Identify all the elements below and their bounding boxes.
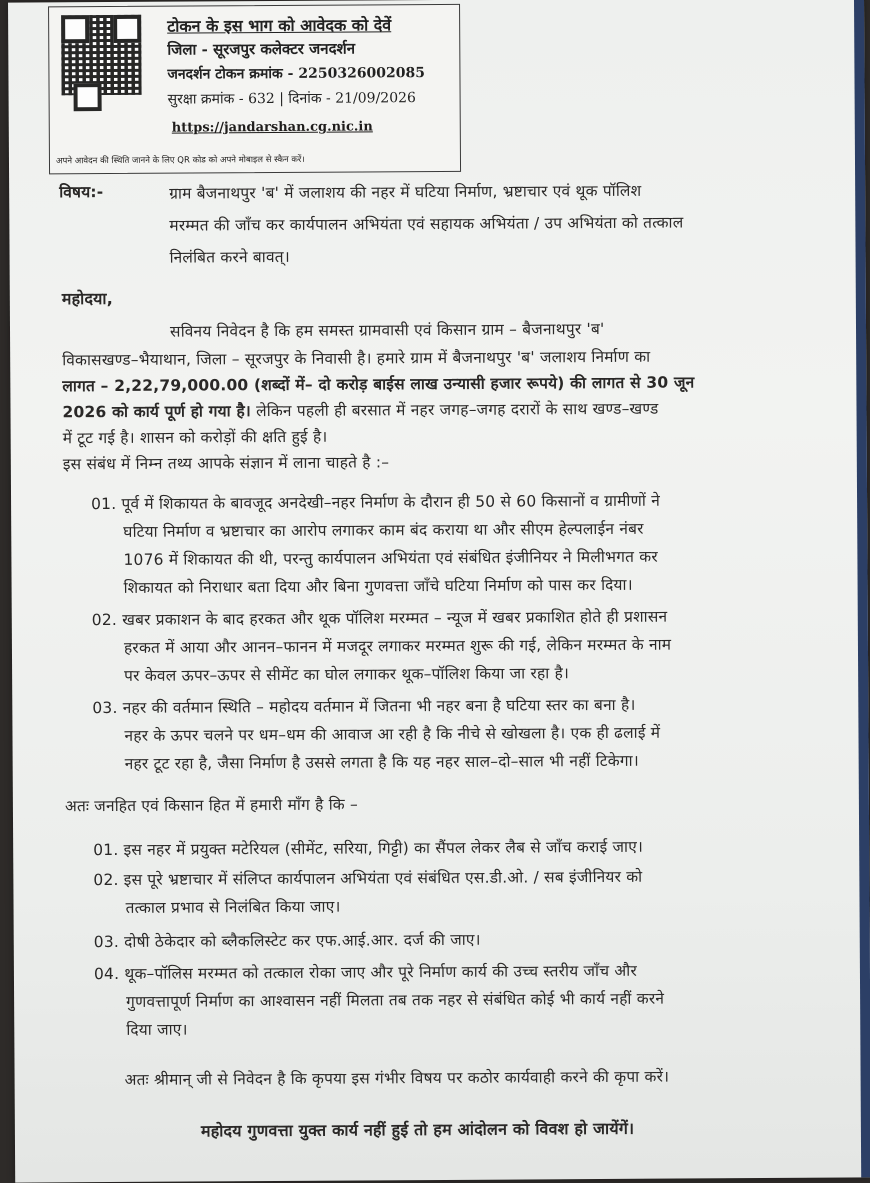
demand-4-line: गुणवत्तापूर्ण निर्माण का आश्वासन नहीं मिलता तब तक नहर से संबंधित कोई भी कार्य नहीं करने	[126, 989, 665, 1011]
demand-2-line: 02. इस पूरे भ्रष्टाचार में संलिप्त कार्यपालन अभियंता एवं संबंधित एस.डी.ओ. / सब इंजीनियर को	[93, 867, 643, 890]
intro-damage: लेकिन पहली ही बरसात में नहर जगह–जगह दरारों के साथ खण्ड–खण्ड	[250, 399, 659, 421]
intro-line: विकासखण्ड–भैयाथान, जिला – सूरजपुर के निवासी है। हमारे ग्राम में बैजनाथपुर 'ब' जलाशय निर्माण का	[62, 347, 651, 370]
request-line: अतः श्रीमान् जी से निवेदन है कि कृपया इस गंभीर विषय पर कठोर कार्यवाही करने की कृपा करें।	[124, 1067, 670, 1089]
background-edge	[854, 0, 870, 1177]
salutation: महोदया,	[61, 288, 114, 309]
token-security: सुरक्षा क्रमांक - 632 | दिनांक - 21/09/2026	[167, 90, 416, 108]
fact-3-line: नहर के ऊपर चलने पर धम–धम की आवाज आ रही है कि नीचे से खोखला है। एक ही ढलाई में	[124, 723, 661, 745]
subject-line: ग्राम बैजनाथपुर 'ब' में जलाशय की नहर में घटिया निर्माण, भ्रष्टाचार एवं थूक पॉलिश	[169, 181, 642, 203]
qr-code-icon	[61, 15, 141, 95]
token-header: टोकन के इस भाग को आवेदक को देवें	[167, 15, 392, 36]
fact-2-line: हरकत में आया और आनन–फानन में मजदूर लगाकर मरम्मत शुरू की गई, लेकिन मरम्मत के नाम	[123, 635, 672, 657]
fact-3-line: नहर टूट रहा है, जैसा निर्माण है उससे लगता है कि यह नहर साल–दो–साल भी नहीं टिकेगा।	[124, 751, 639, 773]
demand-4-line: दिया जाए।	[126, 1020, 188, 1039]
demand-1-line: 01. इस नहर में प्रयुक्त मटेरियल (सीमेंट, सरिया, गिट्टी) का सैंपल लेकर लैब से जाँच कराई जाए।	[93, 837, 644, 860]
intro-line: सविनय निवेदन है कि हम समस्त ग्रामवासी एवं किसान ग्राम – बैजनाथपुर 'ब'	[169, 319, 605, 341]
subject-label: विषय:-	[59, 183, 104, 202]
intro-line: इस संबंध में निम्न तथ्य आपके संज्ञान में लाना चाहते है :–	[62, 453, 390, 474]
intro-cost-line: लागत – 2,22,79,000.00 (शब्दों में– दो करोड़ बाईस लाख उन्यासी हजार रूपये) की लागत से 30 जून	[62, 373, 695, 396]
intro-completion: 2026 को कार्य पूर्ण हो गया है।	[62, 402, 252, 422]
token-district: जिला - सूरजपुर कलेक्टर जनदर्शन	[167, 39, 356, 59]
demand-4-line: 04. थूक–पॉलिस मरम्मत को तत्काल रोका जाए और पूरे निर्माण कार्य की उच्च स्तरीय जाँच और	[93, 961, 638, 984]
subject-line: निलंबित करने बावत्।	[169, 247, 290, 267]
letter-page	[8, 0, 870, 1183]
token-number: जनदर्शन टोकन क्रमांक - 2250326002085	[167, 65, 426, 83]
token-qr-note: अपने आवेदन की स्थिति जानने के लिए QR कोड को अपने मोबाइल से स्कैन करें।	[55, 154, 305, 167]
closing-line: महोदय गुणवत्ता युक्त कार्य नहीं हुई तो हम आंदोलन को विवश हो जायेंगें।	[200, 1118, 635, 1141]
demands-intro: अतः जनहित एवं किसान हित में हमारी माँग है कि –	[64, 795, 358, 816]
fact-1-line: शिकायत को निराधार बता दिया और बिना गुणवत्ता जाँचे घटिया निर्माण को पास कर दिया।	[123, 575, 633, 597]
token-slip	[48, 4, 461, 175]
demand-3-line: 03. दोषी ठेकेदार को ब्लैकलिस्टेट कर एफ.आई.आर. दर्ज की जाए।	[93, 930, 481, 952]
fact-1-line: 01. पूर्व में शिकायत के बावजूद अनदेखी–नहर निर्माण के दौरान ही 50 से 60 किसानों व ग्रामीणों ने	[91, 491, 661, 514]
fact-2-line: पर केवल ऊपर–ऊपर से सीमेंट का घोल लगाकर थूक–पॉलिश किया जा रहा है।	[124, 664, 570, 685]
intro-line: में टूट गई है। शासन को करोड़ों की क्षति हुई है।	[62, 427, 328, 448]
subject-line: मरम्मत की जाँच कर कार्यपालन अभियंता एवं सहायक अभियंता / उप अभियंता को तत्काल	[169, 213, 684, 235]
demand-2-line: तत्काल प्रभाव से निलंबित किया जाए।	[125, 897, 341, 917]
token-url[interactable]: https://jandarshan.cg.nic.in	[171, 119, 373, 136]
fact-3-line: 03. नहर की वर्तमान स्थिति – महोदय वर्तमान में जितना भी नहर बना है घटिया स्तर का बना है।	[92, 695, 636, 718]
fact-2-line: 02. खबर प्रकाशन के बाद हरकत और थूक पॉलिश मरम्मत – न्यूज में खबर प्रकाशित होते ही प्रशासन	[91, 607, 668, 630]
fact-1-line: 1076 में शिकायत की थी, परन्तु कार्यपालन अभियंता एवं संबंधित इंजीनियर ने मिलीभगत कर	[123, 547, 658, 569]
intro-line	[62, 397, 658, 423]
fact-1-line: घटिया निर्माण व भ्रष्टाचार का आरोप लगाकर काम बंद कराया था और सीएम हेल्पलाईन नंबर	[123, 519, 644, 541]
